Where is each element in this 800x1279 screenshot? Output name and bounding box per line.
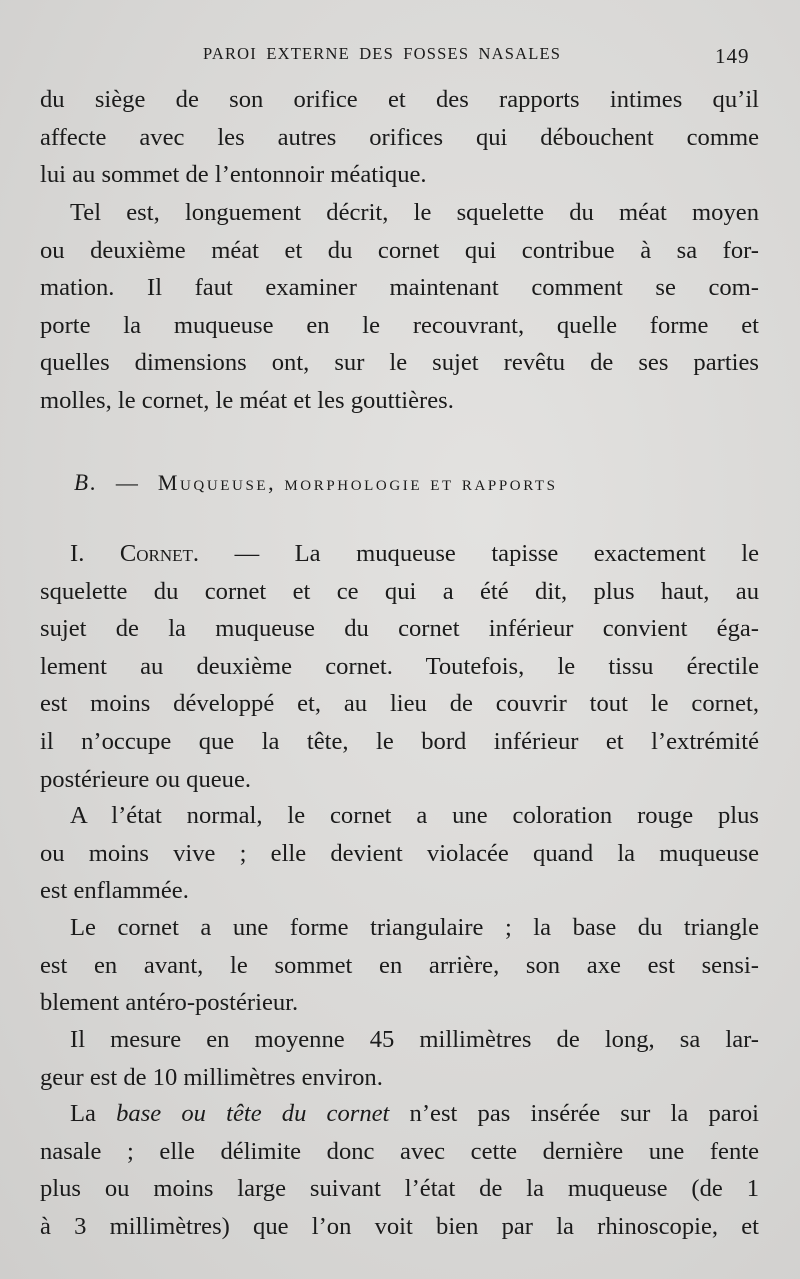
text-line: nasale ; elle délimite donc avec cette dernière une fente <box>40 1137 759 1165</box>
running-head <box>0 42 800 72</box>
text-line: blement antéro-postérieur. <box>40 989 299 1017</box>
page-number: 149 <box>715 44 750 68</box>
text-line: molles, le cornet, le méat et les gouttières. <box>40 386 454 414</box>
text-line: est moins développé et, au lieu de couvrir tout le cornet, <box>40 690 759 718</box>
text-run: — La muqueuse tapisse exactement le <box>199 540 759 567</box>
text-line: Il mesure en moyenne 45 millimètres de long, sa lar- <box>70 1026 759 1053</box>
text-line: à 3 millimètres) que l’on voit bien par la rhinoscopie, et <box>40 1212 759 1240</box>
text-line: du siège de son orifice et des rapports intimes qu’il <box>40 86 759 113</box>
text-line: ou deuxième méat et du cornet qui contribue à sa for- <box>40 236 759 264</box>
section-heading <box>74 470 734 496</box>
text-line: Le cornet a une forme triangulaire ; la base du triangle <box>70 914 759 941</box>
text-line: mation. Il faut examiner maintenant comment se com- <box>40 274 759 302</box>
text-line: quelles dimensions ont, sur le sujet revêtu de ses parties <box>40 349 759 377</box>
italic-term: base ou tête du cornet <box>116 1100 390 1127</box>
paragraph-1 <box>40 81 759 194</box>
text-line <box>40 535 759 573</box>
text-line <box>40 1095 759 1133</box>
running-title: PAROI EXTERNE DES FOSSES NASALES <box>203 44 562 63</box>
section-dash: — <box>115 470 141 495</box>
section-title: Muqueuse, morphologie et rapports <box>157 470 558 495</box>
text-line: lement au deuxième cornet. Toutefois, le tissu érectile <box>40 652 759 680</box>
text-line: est en avant, le sommet en arrière, son axe est sensi- <box>40 951 759 979</box>
text-line: sujet de la muqueuse du cornet inférieur convient éga- <box>40 615 759 643</box>
text-line: A l’état normal, le cornet a une coloration rouge plus <box>70 802 759 829</box>
text-line: est enflammée. <box>40 877 189 905</box>
text-line: lui au sommet de l’entonnoir méatique. <box>40 161 427 189</box>
text-line: ou moins vive ; elle devient violacée quand la muqueuse <box>40 839 759 867</box>
paragraph-5 <box>40 909 759 1022</box>
subsection-lead: I. Cornet. <box>70 540 200 567</box>
text-line: affecte avec les autres orifices qui débouchent comme <box>40 123 759 151</box>
paragraph-4 <box>40 797 759 910</box>
paragraph-7 <box>40 1095 759 1245</box>
paragraph-6 <box>40 1021 759 1096</box>
text-line: squelette du cornet et ce qui a été dit, plus haut, au <box>40 577 759 605</box>
text-line: il n’occupe que la tête, le bord inférieur et l’extrémité <box>40 727 759 755</box>
text-line: geur est de 10 millimètres environ. <box>40 1063 383 1091</box>
text-line: plus ou moins large suivant l’état de la muqueuse (de 1 <box>40 1175 759 1203</box>
paragraph-2 <box>40 194 759 420</box>
text-line: porte la muqueuse en le recouvrant, quelle forme et <box>40 311 759 339</box>
paragraph-3 <box>40 535 759 798</box>
text-run: n’est pas insérée sur la paroi <box>389 1100 759 1127</box>
text-line: Tel est, longuement décrit, le squelette du méat moyen <box>70 199 759 226</box>
text-run: La <box>70 1100 117 1127</box>
text-line: postérieure ou queue. <box>40 765 252 793</box>
section-letter: B. <box>74 470 99 495</box>
